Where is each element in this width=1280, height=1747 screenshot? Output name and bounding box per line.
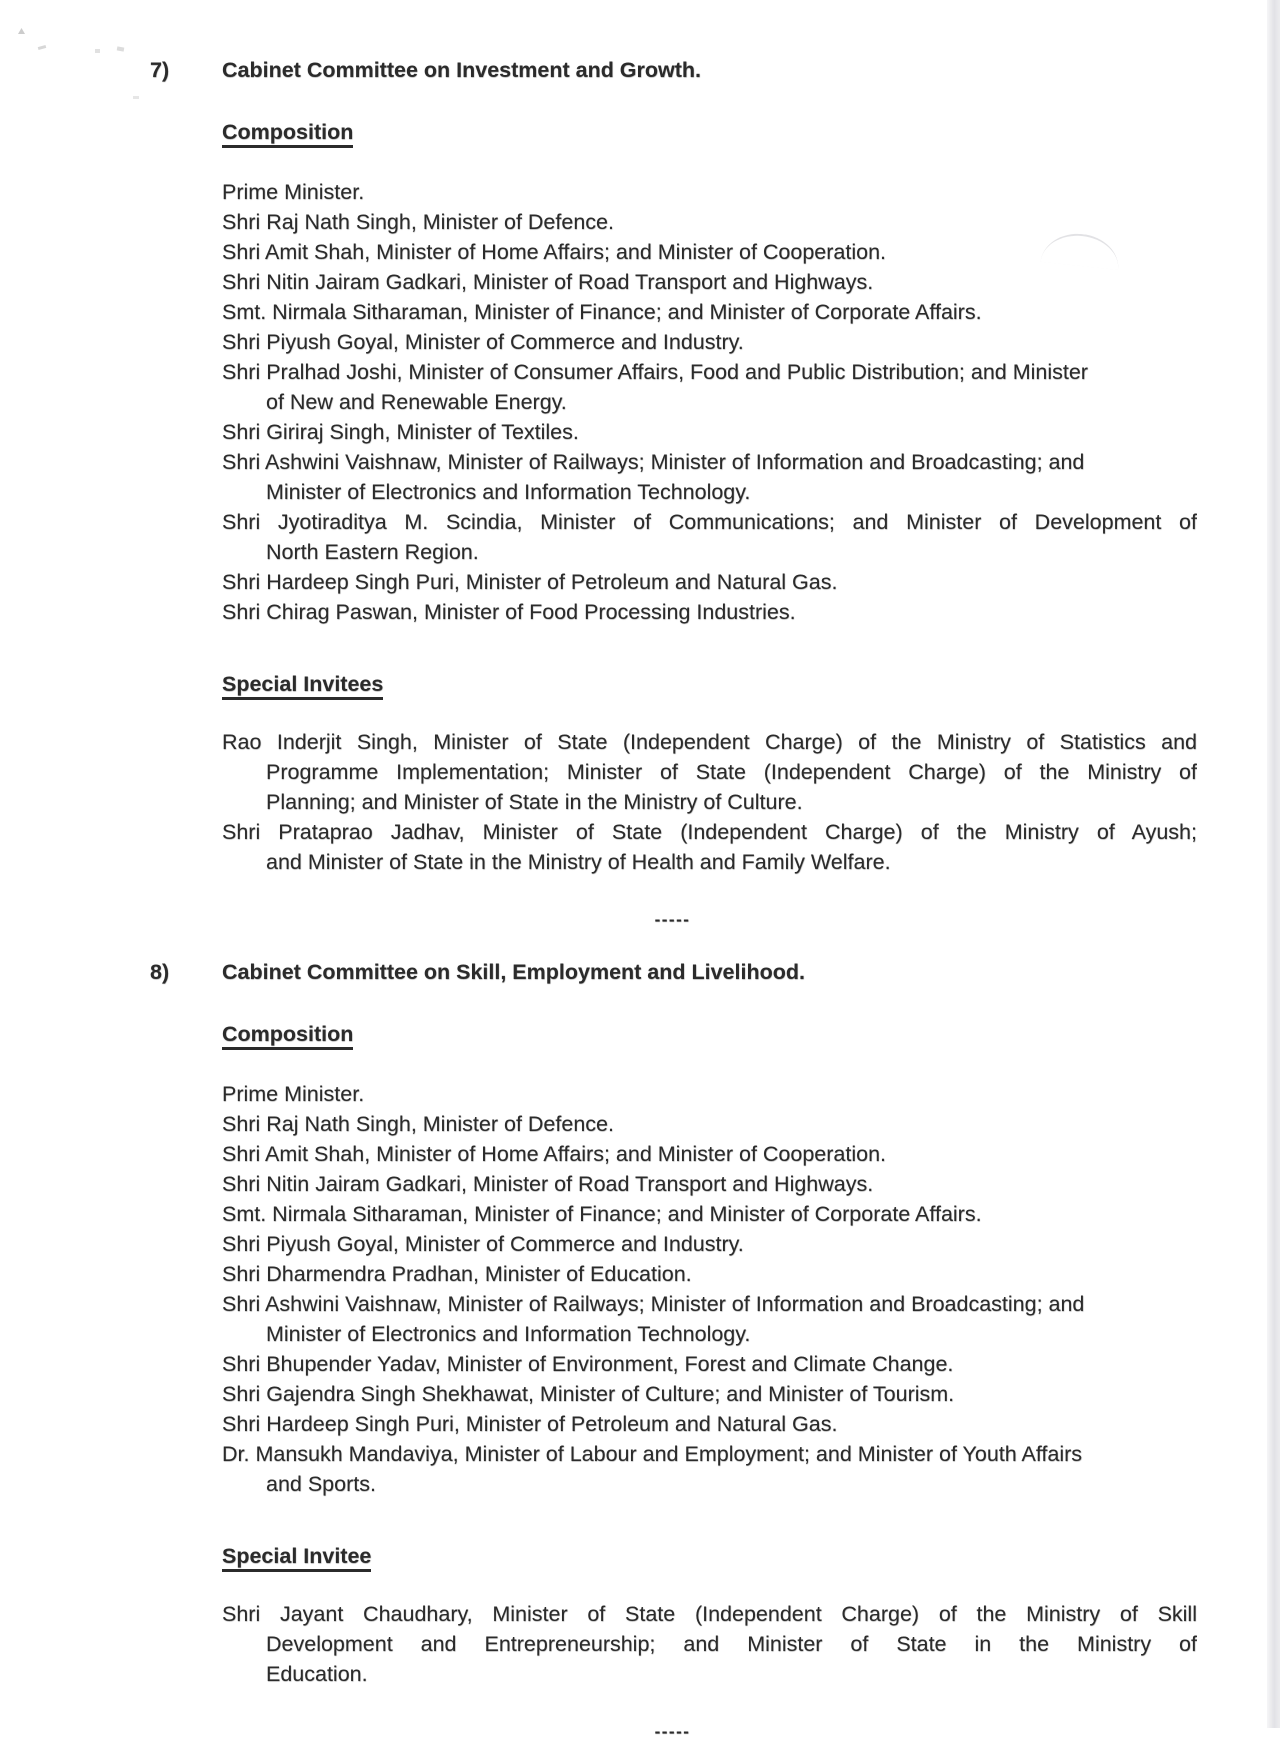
composition-list [222,1079,1197,1499]
composition-heading: Composition [222,1019,1197,1049]
member-line: Shri Jyotiraditya M. Scindia, Minister of Communications; and Minister of Development of [222,510,1197,534]
section-body [222,117,1197,877]
scan-artifact [133,96,139,99]
member-line: Shri Hardeep Singh Puri, Minister of Petroleum and Natural Gas. [222,1412,838,1436]
special-invitees-heading: Special Invitees [222,669,1197,699]
member-line: Shri Hardeep Singh Puri, Minister of Petroleum and Natural Gas. [222,570,838,594]
scan-artifact [95,49,100,53]
member-line: Shri Pralhad Joshi, Minister of Consumer Affairs, Food and Public Distribution; and Minister [222,360,1088,384]
member-line: Shri Ashwini Vaishnaw, Minister of Railways; Minister of Information and Broadcasting; and [222,450,1085,474]
member-line: Shri Piyush Goyal, Minister of Commerce and Industry. [222,330,744,354]
member-line: Shri Ashwini Vaishnaw, Minister of Railways; Minister of Information and Broadcasting; and [222,1292,1085,1316]
section-7 [150,55,1220,877]
invitee-line-continuation: Education. [266,1662,368,1686]
page-edge-shadow [1267,0,1280,1728]
member-line-continuation: and Sports. [266,1472,376,1496]
section-separator: ----- [654,1722,691,1741]
section-header [150,957,1220,987]
section-number: 7) [150,58,170,82]
member-line: Shri Giriraj Singh, Minister of Textiles. [222,420,579,444]
section-title: Cabinet Committee on Skill, Employment and Livelihood. [222,960,805,984]
invitee-line: Shri Jayant Chaudhary, Minister of State (Independent Charge) of the Ministry of Skill [222,1602,1197,1626]
member-line: Prime Minister. [222,180,365,204]
section-number: 8) [150,960,170,984]
member-line: Smt. Nirmala Sitharaman, Minister of Finance; and Minister of Corporate Affairs. [222,1202,982,1226]
section-header [150,55,1220,85]
member-line: Dr. Mansukh Mandaviya, Minister of Labour and Employment; and Minister of Youth Affairs [222,1442,1083,1466]
section-body [222,1019,1197,1689]
member-line: Smt. Nirmala Sitharaman, Minister of Finance; and Minister of Corporate Affairs. [222,300,982,324]
member-line-continuation: of New and Renewable Energy. [266,390,567,414]
member-line: Shri Nitin Jairam Gadkari, Minister of Road Transport and Highways. [222,1172,874,1196]
invitee-line: Shri Prataprao Jadhav, Minister of State (Independent Charge) of the Ministry of Ayush; [222,820,1197,844]
member-line-continuation: North Eastern Region. [266,540,479,564]
invitee-line-continuation: Development and Entrepreneurship; and Minister of State in the Ministry of [266,1632,1197,1656]
special-invitee-heading: Special Invitee [222,1541,1197,1571]
member-line: Shri Gajendra Singh Shekhawat, Minister of Culture; and Minister of Tourism. [222,1382,955,1406]
special-invitee-list [222,1599,1197,1689]
invitee-line-continuation: and Minister of State in the Ministry of Health and Family Welfare. [266,850,891,874]
invitee-line: Rao Inderjit Singh, Minister of State (Independent Charge) of the Ministry of Statistics and [222,730,1197,754]
member-line: Shri Dharmendra Pradhan, Minister of Education. [222,1262,692,1286]
member-line: Prime Minister. [222,1082,365,1106]
member-line: Shri Raj Nath Singh, Minister of Defence. [222,1112,614,1136]
section-separator: ----- [654,910,691,929]
member-line: Shri Amit Shah, Minister of Home Affairs; and Minister of Cooperation. [222,1142,887,1166]
special-invitees-list [222,727,1197,877]
member-line: Shri Nitin Jairam Gadkari, Minister of Road Transport and Highways. [222,270,874,294]
composition-heading: Composition [222,117,1197,147]
member-line: Shri Bhupender Yadav, Minister of Environment, Forest and Climate Change. [222,1352,954,1376]
member-line: Shri Chirag Paswan, Minister of Food Processing Industries. [222,600,796,624]
member-line-continuation: Minister of Electronics and Information Technology. [266,1322,751,1346]
member-line: Shri Piyush Goyal, Minister of Commerce and Industry. [222,1232,744,1256]
section-8 [150,957,1220,1689]
member-line: Shri Amit Shah, Minister of Home Affairs; and Minister of Cooperation. [222,240,887,264]
section-title: Cabinet Committee on Investment and Growth. [222,58,702,82]
member-line: Shri Raj Nath Singh, Minister of Defence. [222,210,614,234]
invitee-line-continuation: Programme Implementation; Minister of State (Independent Charge) of the Ministry of [266,760,1197,784]
member-line-continuation: Minister of Electronics and Information Technology. [266,480,751,504]
invitee-line-continuation: Planning; and Minister of State in the Ministry of Culture. [266,790,803,814]
